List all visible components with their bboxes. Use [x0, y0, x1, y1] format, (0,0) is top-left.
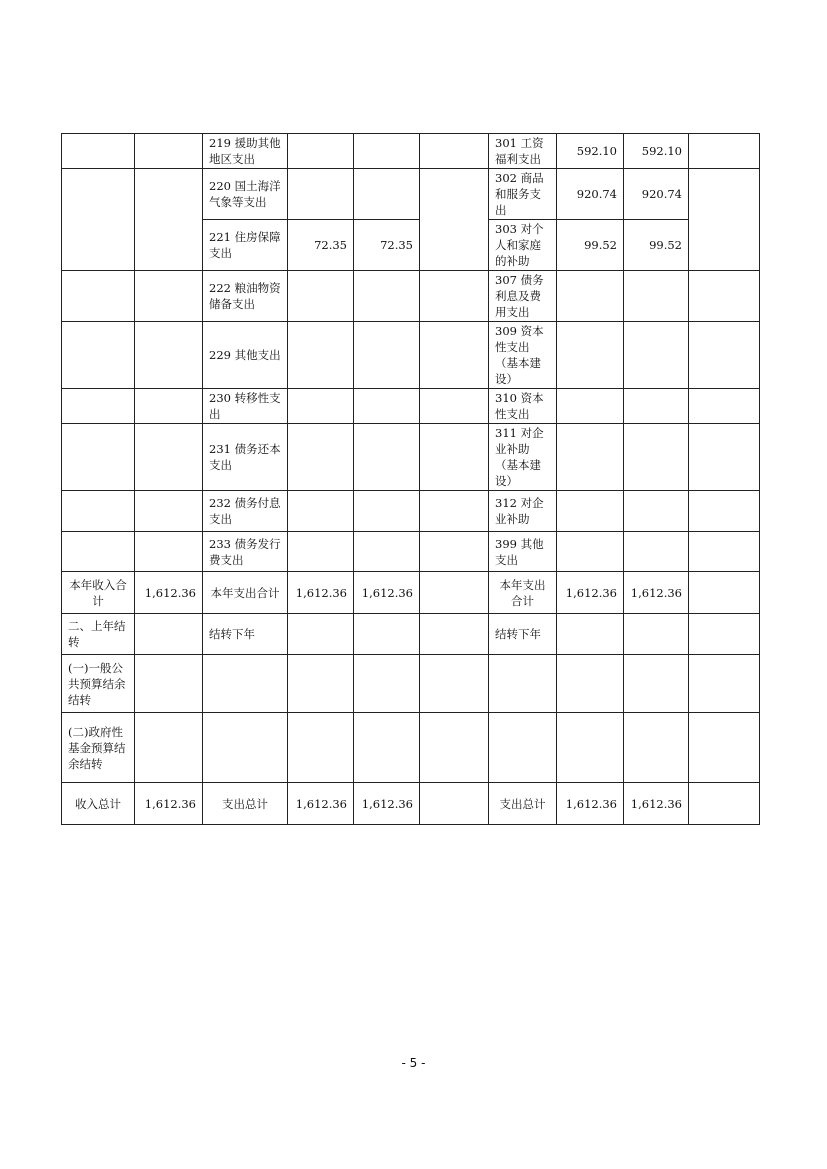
- cell: [135, 424, 203, 491]
- table-row: [62, 532, 760, 572]
- cell: [135, 169, 203, 271]
- cell: [557, 655, 624, 713]
- cell: [420, 322, 489, 389]
- cell: 302 商品和服务支出: [489, 169, 557, 220]
- cell: [689, 783, 760, 825]
- cell: [354, 713, 420, 783]
- cell: [62, 424, 135, 491]
- cell: [135, 491, 203, 532]
- cell: [557, 271, 624, 322]
- cell: [420, 134, 489, 169]
- cell: 1,612.36: [354, 783, 420, 825]
- cell: [62, 134, 135, 169]
- cell: [689, 169, 760, 271]
- cell: 1,612.36: [135, 783, 203, 825]
- cell: 本年收入合计: [62, 572, 135, 614]
- cell: [354, 389, 420, 424]
- cell: [62, 169, 135, 271]
- cell: 222 粮油物资储备支出: [203, 271, 288, 322]
- cell: 920.74: [624, 169, 689, 220]
- cell: [557, 532, 624, 572]
- cell: [288, 322, 354, 389]
- cell: [420, 572, 489, 614]
- cell: [62, 532, 135, 572]
- cell: [557, 389, 624, 424]
- cell: [203, 713, 288, 783]
- cell: 592.10: [624, 134, 689, 169]
- cell: 1,612.36: [624, 572, 689, 614]
- cell: [288, 169, 354, 220]
- cell: 结转下年: [203, 614, 288, 655]
- cell: 1,612.36: [354, 572, 420, 614]
- cell: 230 转移性支出: [203, 389, 288, 424]
- cell: 592.10: [557, 134, 624, 169]
- cell: [689, 655, 760, 713]
- cell: [420, 271, 489, 322]
- cell: [62, 389, 135, 424]
- table-row: [62, 783, 760, 825]
- cell: 311 对企业补助（基本建设）: [489, 424, 557, 491]
- table-row: [62, 169, 760, 220]
- cell: [354, 424, 420, 491]
- cell: [62, 322, 135, 389]
- cell: [689, 572, 760, 614]
- cell: [420, 532, 489, 572]
- cell: 920.74: [557, 169, 624, 220]
- cell: 99.52: [557, 220, 624, 271]
- cell: [689, 389, 760, 424]
- cell: 结转下年: [489, 614, 557, 655]
- page-number: - 5 -: [401, 1056, 426, 1070]
- cell: [557, 491, 624, 532]
- cell: [135, 389, 203, 424]
- cell: 221 住房保障支出: [203, 220, 288, 271]
- cell: 232 债务付息支出: [203, 491, 288, 532]
- table-row: [62, 713, 760, 783]
- table-row: [62, 271, 760, 322]
- cell: [288, 389, 354, 424]
- cell: 1,612.36: [557, 572, 624, 614]
- cell: [354, 134, 420, 169]
- cell: 220 国土海洋气象等支出: [203, 169, 288, 220]
- cell: [62, 491, 135, 532]
- table-row: [62, 134, 760, 169]
- cell: [689, 532, 760, 572]
- cell: [354, 532, 420, 572]
- cell: [557, 322, 624, 389]
- table-row: [62, 491, 760, 532]
- cell: 301 工资福利支出: [489, 134, 557, 169]
- cell: [288, 424, 354, 491]
- cell: 1,612.36: [557, 783, 624, 825]
- cell: [203, 655, 288, 713]
- cell: [135, 713, 203, 783]
- cell: 1,612.36: [624, 783, 689, 825]
- cell: [420, 169, 489, 271]
- cell: (一)一般公共预算结余结转: [62, 655, 135, 713]
- cell: [354, 169, 420, 220]
- cell: [689, 491, 760, 532]
- cell: (二)政府性基金预算结余结转: [62, 713, 135, 783]
- cell: 本年支出合计: [489, 572, 557, 614]
- cell: [689, 322, 760, 389]
- table-row: [62, 322, 760, 389]
- cell: [135, 532, 203, 572]
- cell: [557, 424, 624, 491]
- cell: [624, 389, 689, 424]
- cell: [689, 614, 760, 655]
- cell: [135, 614, 203, 655]
- table-row: [62, 655, 760, 713]
- cell: [420, 713, 489, 783]
- cell: [624, 491, 689, 532]
- cell: [420, 424, 489, 491]
- cell: [420, 655, 489, 713]
- cell: [689, 134, 760, 169]
- cell: 1,612.36: [135, 572, 203, 614]
- cell: [135, 322, 203, 389]
- table-row: [62, 614, 760, 655]
- cell: [557, 713, 624, 783]
- cell: [420, 783, 489, 825]
- cell: [624, 271, 689, 322]
- cell: [354, 655, 420, 713]
- cell: 收入总计: [62, 783, 135, 825]
- cell: [288, 655, 354, 713]
- cell: [288, 532, 354, 572]
- cell: [62, 271, 135, 322]
- cell: 99.52: [624, 220, 689, 271]
- cell: [489, 655, 557, 713]
- cell: [420, 491, 489, 532]
- cell: 233 债务发行费支出: [203, 532, 288, 572]
- cell: 219 援助其他地区支出: [203, 134, 288, 169]
- cell: [624, 655, 689, 713]
- budget-table: [61, 133, 760, 825]
- cell: 本年支出合计: [203, 572, 288, 614]
- cell: 1,612.36: [288, 572, 354, 614]
- cell: [624, 713, 689, 783]
- cell: 307 债务利息及费用支出: [489, 271, 557, 322]
- cell: [354, 322, 420, 389]
- cell: 309 资本性支出（基本建设）: [489, 322, 557, 389]
- cell: 310 资本性支出: [489, 389, 557, 424]
- cell: [624, 322, 689, 389]
- cell: 1,612.36: [288, 783, 354, 825]
- cell: [135, 655, 203, 713]
- cell: [288, 491, 354, 532]
- cell: [135, 134, 203, 169]
- cell: [489, 713, 557, 783]
- cell: [689, 271, 760, 322]
- cell: [288, 713, 354, 783]
- table-row: [62, 389, 760, 424]
- cell: 312 对企业补助: [489, 491, 557, 532]
- cell: 支出总计: [203, 783, 288, 825]
- cell: [624, 614, 689, 655]
- cell: 303 对个人和家庭的补助: [489, 220, 557, 271]
- cell: [624, 424, 689, 491]
- cell: [288, 134, 354, 169]
- cell: [354, 491, 420, 532]
- cell: [689, 424, 760, 491]
- cell: [557, 614, 624, 655]
- table-row: [62, 572, 760, 614]
- cell: 231 债务还本支出: [203, 424, 288, 491]
- cell: [288, 271, 354, 322]
- cell: [354, 271, 420, 322]
- cell: 支出总计: [489, 783, 557, 825]
- cell: 72.35: [354, 220, 420, 271]
- cell: 399 其他支出: [489, 532, 557, 572]
- cell: [420, 389, 489, 424]
- table-row: [62, 424, 760, 491]
- cell: [354, 614, 420, 655]
- cell: [689, 713, 760, 783]
- cell: [420, 614, 489, 655]
- cell: [288, 614, 354, 655]
- cell: 229 其他支出: [203, 322, 288, 389]
- cell: [135, 271, 203, 322]
- cell: 72.35: [288, 220, 354, 271]
- cell: 二、上年结转: [62, 614, 135, 655]
- cell: [624, 532, 689, 572]
